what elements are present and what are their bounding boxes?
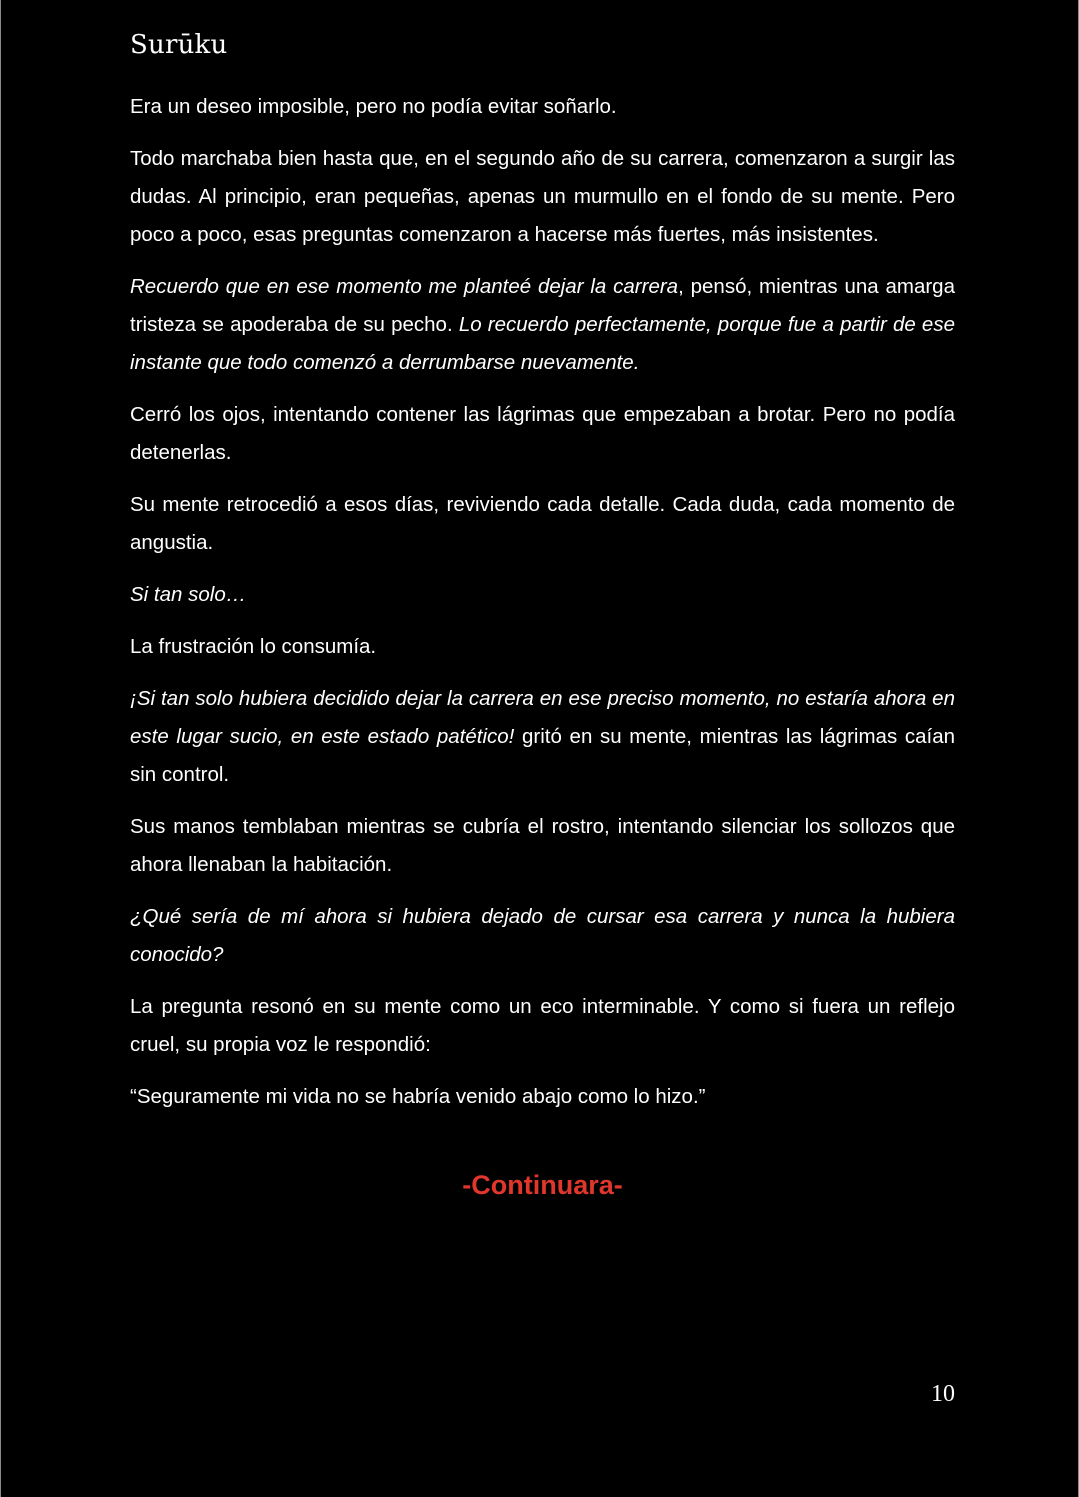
inner-thought-2: Lo recuerdo perfectamente, porque fue a partir de ese instante que todo comenzó a derrumbarse nuevamente. bbox=[130, 313, 955, 374]
paragraph-1: Era un deseo imposible, pero no podía evitar soñarlo. bbox=[130, 95, 617, 118]
paragraph-11: La pregunta resonó en su mente como un eco interminable. Y como si fuera un reflejo cruel, su propia voz le respondió: bbox=[130, 995, 955, 1056]
inner-thought-4: ¡Si tan solo hubiera decidido dejar la carrera en ese preciso momento, no estaría ahora en este lugar sucio, en este estado patético! bbox=[130, 687, 955, 748]
inner-thought-3: Si tan solo… bbox=[130, 583, 247, 606]
page-header-title: Surūku bbox=[130, 30, 228, 60]
page-number: 10 bbox=[931, 1381, 955, 1407]
inner-thought-1: Recuerdo que en ese momento me planteé dejar la carrera bbox=[130, 275, 679, 298]
body-text bbox=[130, 88, 955, 1130]
narration-2: gritó en su mente, mientras las lágrimas caían sin control. bbox=[130, 725, 955, 786]
paragraph-3 bbox=[130, 268, 955, 382]
paragraph-10 bbox=[130, 898, 955, 974]
paragraph-9: Sus manos temblaban mientras se cubría el rostro, intentando silenciar los sollozos que ahora llenaban la habitación. bbox=[130, 815, 955, 876]
document-page bbox=[1, 0, 1078, 1497]
paragraph-12: “Seguramente mi vida no se habría venido abajo como lo hizo.” bbox=[130, 1085, 706, 1108]
paragraph-5: Su mente retrocedió a esos días, reviviendo cada detalle. Cada duda, cada momento de angustia. bbox=[130, 493, 955, 554]
paragraph-7: La frustración lo consumía. bbox=[130, 635, 377, 658]
paragraph-8 bbox=[130, 680, 955, 794]
paragraph-4: Cerró los ojos, intentando contener las lágrimas que empezaban a brotar. Pero no podía detenerlas. bbox=[130, 403, 955, 464]
inner-thought-5: ¿Qué sería de mí ahora si hubiera dejado de cursar esa carrera y nunca la hubiera conocido? bbox=[130, 905, 955, 966]
continue-label: -Continuara- bbox=[462, 1170, 623, 1200]
paragraph-6 bbox=[130, 576, 955, 614]
paragraph-2: Todo marchaba bien hasta que, en el segundo año de su carrera, comenzaron a surgir las dudas. Al principio, eran pequeñas, apenas un murmullo en el fondo de su mente. Pero poco a poco, esas preguntas comenzaron a hacerse más fuertes, más insistentes. bbox=[130, 147, 955, 246]
narration-1: , pensó, mientras una amarga tristeza se apoderaba de su pecho. bbox=[130, 275, 955, 336]
